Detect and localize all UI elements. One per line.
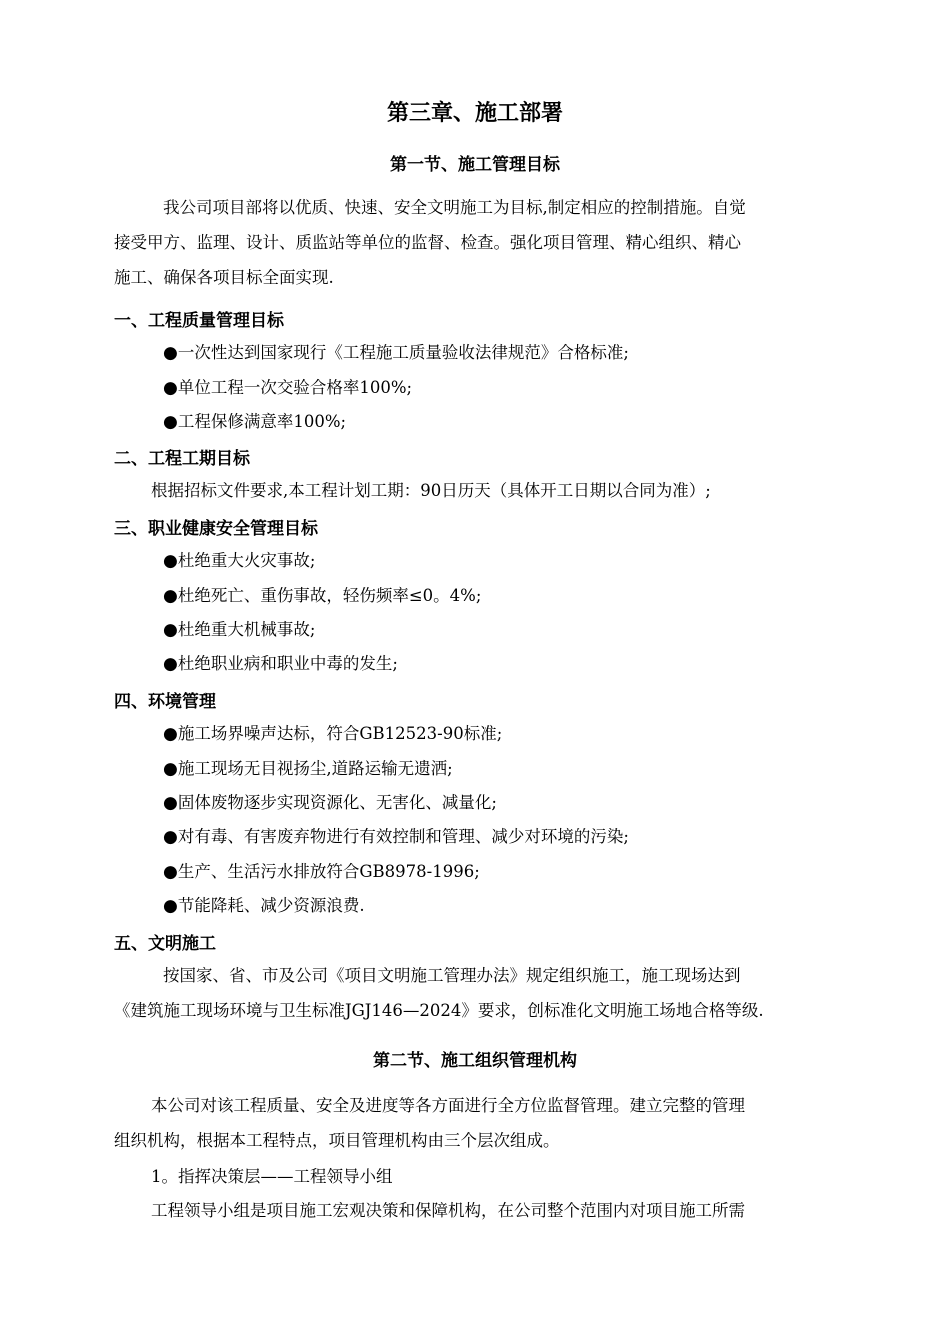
chapter-title: 第三章、施工部署 (386, 101, 563, 126)
bullet-item: ●工程保修满意率100%; (163, 412, 347, 432)
section2-line: 工程领导小组是项目施工宏观决策和保障机构，在公司整个范围内对项目施工所需 (151, 1201, 745, 1220)
bullet-icon: ● (163, 724, 178, 744)
bullet-icon: ● (163, 620, 178, 640)
civilized-line: 按国家、省、市及公司《项目文明施工管理办法》规定组织施工，施工现场达到 (163, 966, 741, 985)
bullet-icon: ● (163, 896, 178, 916)
section2-line: 1。指挥决策层——工程领导小组 (151, 1167, 393, 1186)
bullet-icon: ● (163, 862, 178, 882)
bullet-item: ●杜绝职业病和职业中毒的发生; (163, 654, 398, 674)
bullet-item: ●施工场界噪声达标，符合GB12523-90标准; (163, 724, 503, 744)
bullet-item: ●杜绝重大火灾事故; (163, 551, 316, 571)
bullet-icon: ● (163, 551, 178, 571)
bullet-item: ●生产、生活污水排放符合GB8978-1996; (163, 862, 480, 882)
intro-line: 我公司项目部将以优质、快速、安全文明施工为目标,制定相应的控制措施。自觉 (163, 198, 746, 217)
section2-line: 组织机构，根据本工程特点，项目管理机构由三个层次组成。 (114, 1131, 560, 1150)
bullet-icon: ● (163, 378, 178, 398)
bullet-item: ●杜绝死亡、重伤事故，轻伤频率≤0。4%; (163, 586, 482, 606)
bullet-icon: ● (163, 793, 178, 813)
section-heading-1: 第一节、施工管理目标 (390, 155, 560, 175)
safety-heading: 三、职业健康安全管理目标 (114, 519, 318, 539)
intro-line: 施工、确保各项目标全面实现. (114, 268, 334, 287)
intro-line: 接受甲方、监理、设计、质监站等单位的监督、检查。强化项目管理、精心组织、精心 (114, 233, 741, 252)
bullet-item: ●对有毒、有害废弃物进行有效控制和管理、减少对环境的污染; (163, 827, 629, 847)
bullet-item: ●施工现场无目视扬尘,道路运输无遗洒; (163, 759, 453, 779)
environment-heading: 四、环境管理 (114, 692, 216, 712)
bullet-item: ●单位工程一次交验合格率100%; (163, 378, 413, 398)
bullet-icon: ● (163, 343, 178, 363)
bullet-icon: ● (163, 759, 178, 779)
bullet-icon: ● (163, 586, 178, 606)
bullet-item: ●一次性达到国家现行《工程施工质量验收法律规范》合格标准; (163, 343, 629, 363)
civilized-heading: 五、文明施工 (114, 934, 216, 954)
civilized-line: 《建筑施工现场环境与卫生标准JGJ146—2024》要求，创标准化文明施工场地合格等级. (114, 1001, 764, 1020)
section-heading-2: 第二节、施工组织管理机构 (373, 1051, 577, 1071)
quality-heading: 一、工程质量管理目标 (114, 311, 284, 331)
bullet-icon: ● (163, 827, 178, 847)
bullet-item: ●杜绝重大机械事故; (163, 620, 316, 640)
bullet-item: ●节能降耗、减少资源浪费. (163, 896, 365, 916)
bullet-item: ●固体废物逐步实现资源化、无害化、减量化; (163, 793, 497, 813)
bullet-icon: ● (163, 412, 178, 432)
schedule-heading: 二、工程工期目标 (114, 449, 250, 469)
schedule-text: 根据招标文件要求,本工程计划工期：90日历天（具体开工日期以合同为准）; (151, 481, 711, 500)
section2-line: 本公司对该工程质量、安全及进度等各方面进行全方位监督管理。建立完整的管理 (151, 1096, 745, 1115)
bullet-icon: ● (163, 654, 178, 674)
